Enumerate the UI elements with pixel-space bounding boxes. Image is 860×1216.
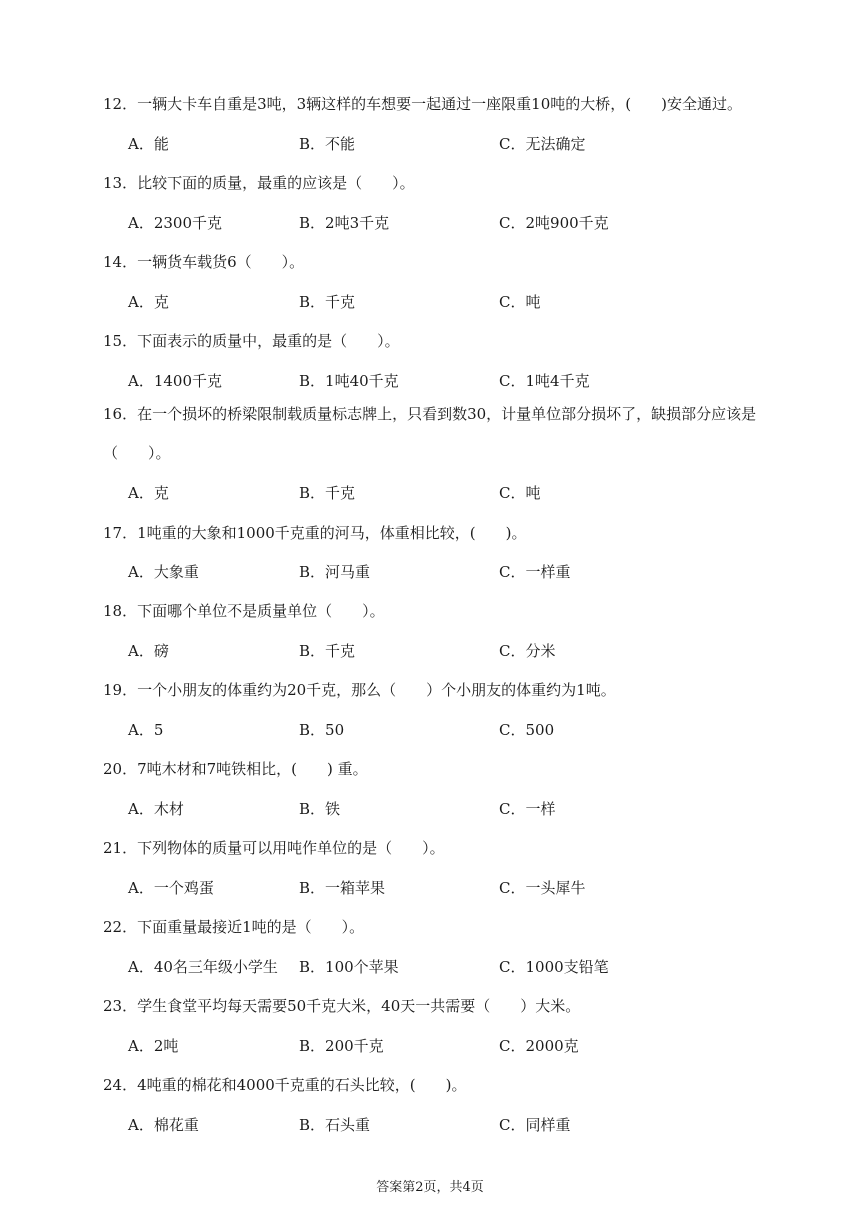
page-footer: 答案第2页，共4页 [376,1180,484,1195]
option-b: B．千克 [299,484,356,502]
option-c: C．1000支铅笔 [499,958,609,976]
question-15: 15．下面表示的质量中，最重的是（ ）。 [103,332,400,350]
option-c: C．2吨900千克 [499,214,609,232]
option-a: A．大象重 [128,563,199,581]
options-12 [128,133,728,155]
question-14: 14．一辆货车载货6（ ）。 [103,253,305,271]
option-b: B．不能 [299,135,356,153]
question-20: 20．7吨木材和7吨铁相比，( ) 重。 [103,760,368,778]
options-21 [128,877,728,899]
option-b: B．100个苹果 [299,958,399,976]
question-19: 19．一个小朋友的体重约为20千克，那么（ ）个小朋友的体重约为1吨。 [103,681,616,699]
options-24 [128,1114,728,1136]
option-c: C．一样重 [499,563,571,581]
option-a: A．磅 [128,642,169,660]
options-13 [128,212,728,234]
option-c: C．一头犀牛 [499,879,586,897]
option-a: A．能 [128,135,169,153]
options-15 [128,370,728,392]
question-13: 13．比较下面的质量，最重的应该是（ ）。 [103,174,415,192]
options-18 [128,640,728,662]
options-19 [128,719,728,741]
question-23: 23．学生食堂平均每天需要50千克大米，40天一共需要（ ）大米。 [103,997,581,1015]
option-c: C．500 [499,721,555,739]
option-a: A．2吨 [128,1037,179,1055]
options-16 [128,482,728,504]
option-b: B．一箱苹果 [299,879,386,897]
option-c: C．无法确定 [499,135,586,153]
question-12: 12．一辆大卡车自重是3吨，3辆这样的车想要一起通过一座限重10吨的大桥，( )安全通过。 [103,95,742,113]
option-c: C．同样重 [499,1116,571,1134]
option-a: A．克 [128,293,169,311]
question-16: 16．在一个损坏的桥梁限制载质量标志牌上，只看到数30，计量单位部分损坏了，缺损部分应该是（ ）。 [103,405,757,462]
option-b: B．千克 [299,293,356,311]
option-b: B．50 [299,721,345,739]
options-20 [128,798,728,820]
option-b: B．1吨40千克 [299,372,399,390]
options-22 [128,956,728,978]
option-c: C．2000克 [499,1037,579,1055]
question-22: 22．下面重量最接近1吨的是（ ）。 [103,918,365,936]
option-a: A．5 [128,721,164,739]
option-b: B．石头重 [299,1116,371,1134]
question-17: 17．1吨重的大象和1000千克重的河马，体重相比较，( )。 [103,524,527,542]
options-17 [128,561,728,583]
option-a: A．克 [128,484,169,502]
option-b: B．200千克 [299,1037,384,1055]
question-21: 21．下列物体的质量可以用吨作单位的是（ ）。 [103,839,445,857]
question-24: 24．4吨重的棉花和4000千克重的石头比较，( )。 [103,1076,467,1094]
option-c: C．吨 [499,293,541,311]
option-b: B．2吨3千克 [299,214,390,232]
options-23 [128,1035,728,1057]
option-a: A．1400千克 [128,372,223,390]
option-a: A．2300千克 [128,214,223,232]
option-b: B．铁 [299,800,341,818]
option-c: C．吨 [499,484,541,502]
option-b: B．河马重 [299,563,371,581]
option-b: B．千克 [299,642,356,660]
option-a: A．木材 [128,800,184,818]
option-a: A．40名三年级小学生 [128,958,278,976]
option-a: A．一个鸡蛋 [128,879,214,897]
options-14 [128,291,728,313]
option-c: C．1吨4千克 [499,372,590,390]
option-c: C．一样 [499,800,556,818]
option-a: A．棉花重 [128,1116,199,1134]
question-18: 18．下面哪个单位不是质量单位（ ）。 [103,602,385,620]
option-c: C．分米 [499,642,556,660]
